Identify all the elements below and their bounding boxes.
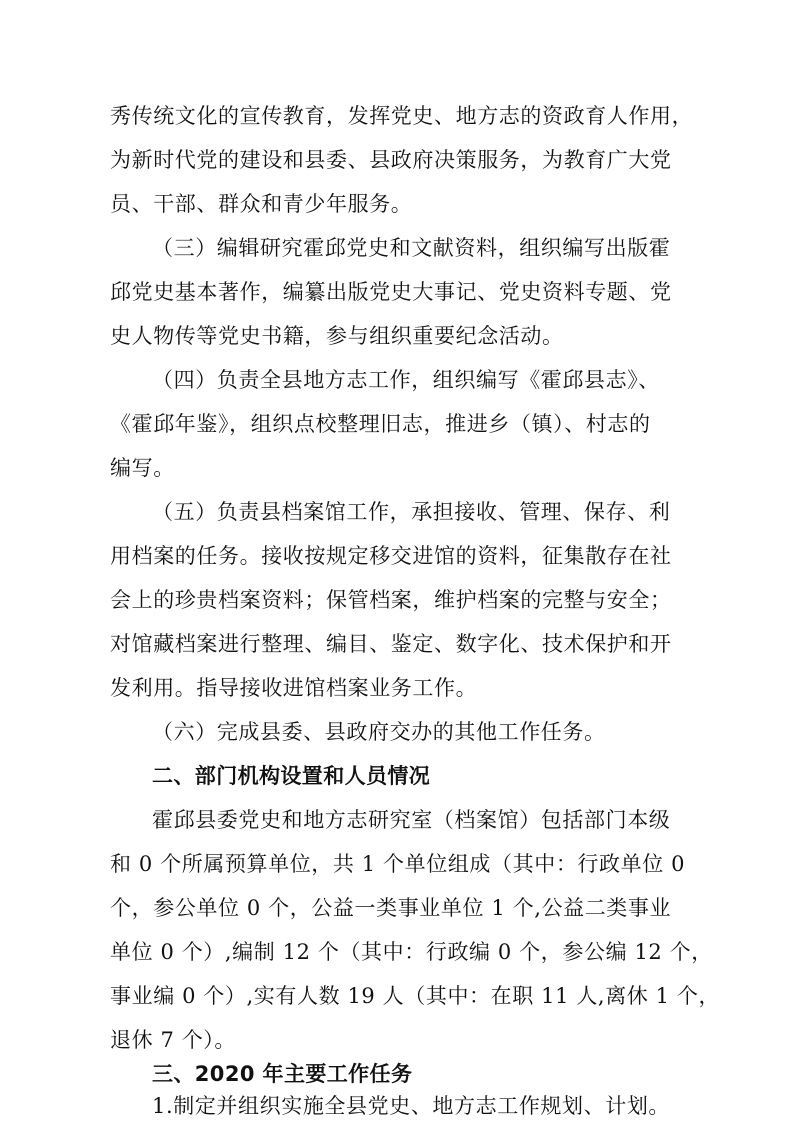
body-text-line: 退休 7 个）。 (110, 1028, 237, 1052)
paragraph-4-start: （四）负责全县地方志工作，组织编写《霍邱县志》、 (152, 368, 660, 392)
body-text-line: 用档案的任务。接收按规定移交进馆的资料，征集散存在社 (110, 544, 672, 568)
body-text-line: 《霍邱年鉴》，组织点校整理旧志，推进乡（镇）、村志的 (110, 412, 651, 436)
body-text-line: 员、干部、群众和青少年服务。 (110, 192, 413, 216)
body-text-line: 编写。 (110, 456, 175, 480)
paragraph-staffing-start: 霍邱县委党史和地方志研究室（档案馆）包括部门本级 (152, 808, 671, 832)
body-text-line: 事业编 0 个）,实有人数 19 人（其中：在职 11 人,离休 1 个， (110, 984, 721, 1008)
body-text-line: 对馆藏档案进行整理、编目、鉴定、数字化、技术保护和开 (110, 632, 672, 656)
body-text-line: 为新时代党的建设和县委、县政府决策服务，为教育广大党 (110, 148, 672, 172)
body-text-line: 史人物传等党史书籍，参与组织重要纪念活动。 (110, 324, 564, 348)
section-heading-3: 三、2020 年主要工作任务 (152, 1062, 413, 1086)
body-text-line: 邱党史基本著作，编纂出版党史大事记、党史资料专题、党 (110, 280, 672, 304)
paragraph-6: （六）完成县委、县政府交办的其他工作任务。 (152, 720, 606, 744)
section-heading-2: 二、部门机构设置和人员情况 (152, 764, 431, 788)
body-text-line: 会上的珍贵档案资料；保管档案，维护档案的完整与安全； (110, 588, 672, 612)
body-text-line: 发利用。指导接收进馆档案业务工作。 (110, 676, 478, 700)
task-item-1: 1.制定并组织实施全县党史、地方志工作规划、计划。 (152, 1094, 671, 1118)
body-text-line: 和 0 个所属预算单位，共 1 个单位组成（其中：行政单位 0 (110, 852, 686, 876)
body-text-line: 秀传统文化的宣传教育，发挥党史、地方志的资政育人作用， (110, 104, 694, 128)
paragraph-5-start: （五）负责县档案馆工作，承担接收、管理、保存、利 (152, 500, 671, 524)
body-text-line: 个，参公单位 0 个，公益一类事业单位 1 个,公益二类事业 (110, 896, 672, 920)
paragraph-3-start: （三）编辑研究霍邱党史和文献资料，组织编写出版霍 (152, 236, 671, 260)
body-text-line: 单位 0 个）,编制 12 个（其中：行政编 0 个，参公编 12 个， (110, 940, 713, 964)
